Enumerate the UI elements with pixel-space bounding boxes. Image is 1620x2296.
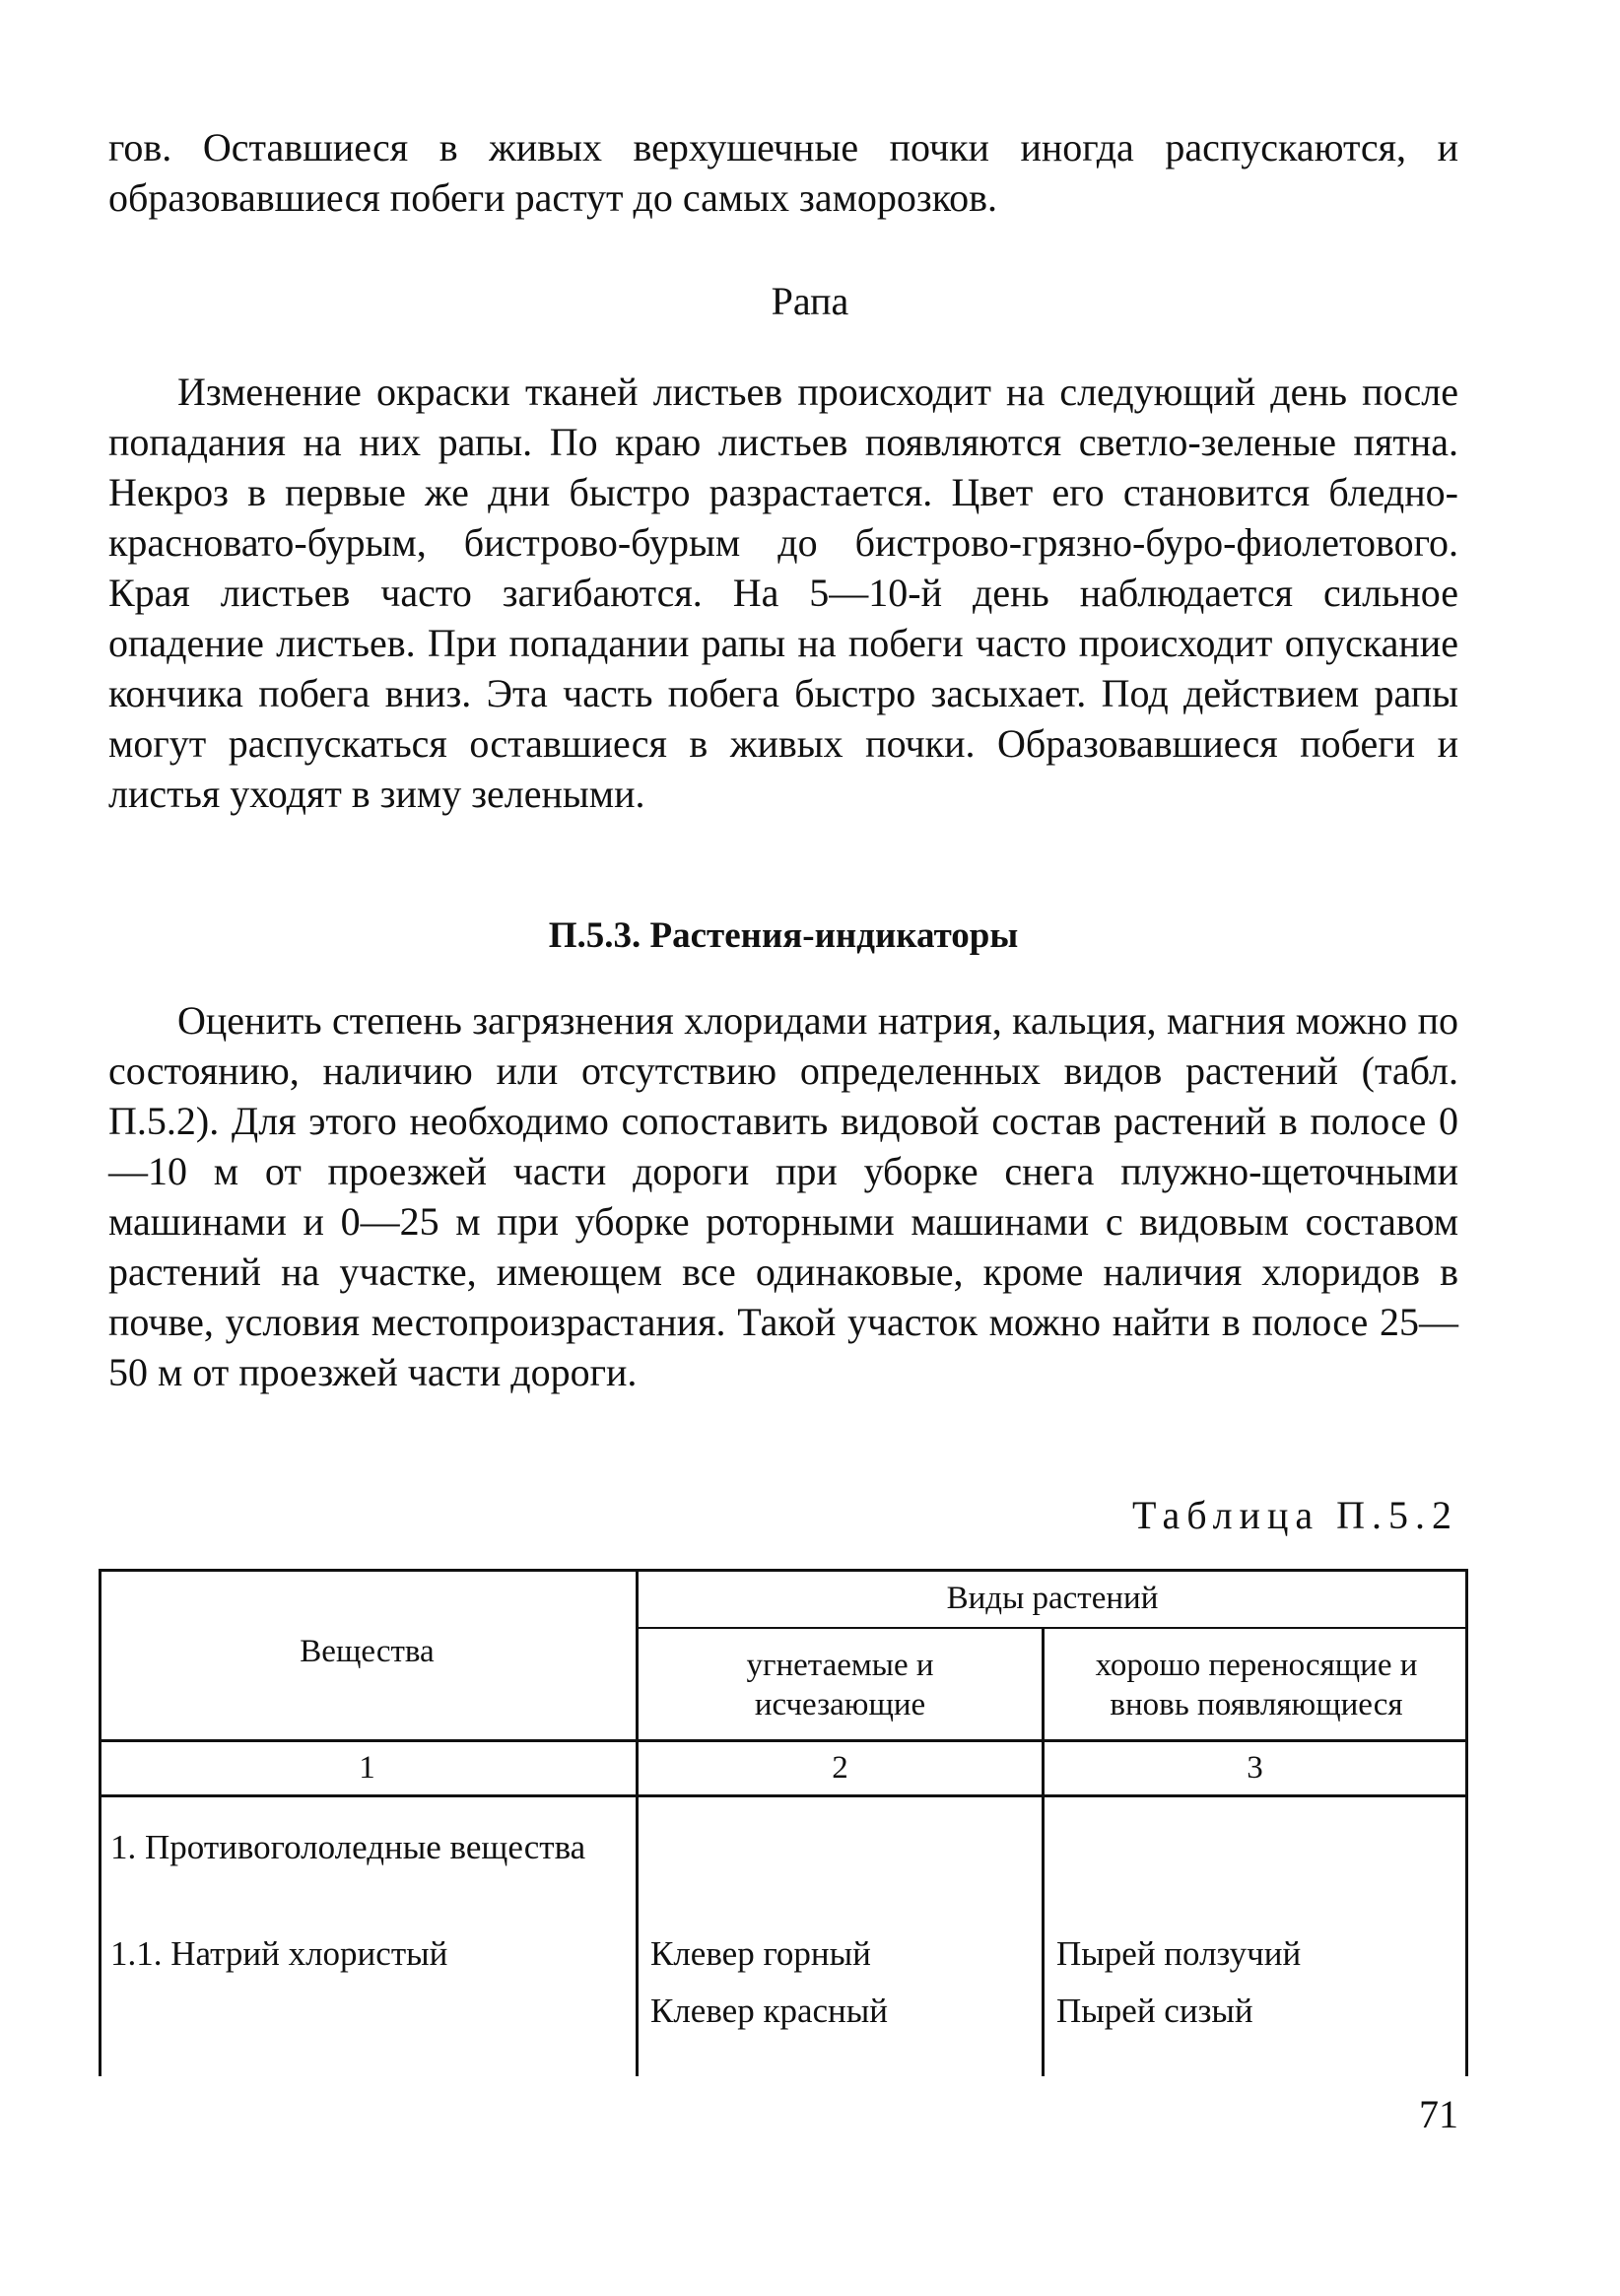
- indicators-text: Оценить степень загрязнения хлоридами натрия, кальция, магния можно по состоянию, наличию или отсутствию определенных видов растений (табл. П.5.2). Для этого необходимо сопоставить видовой состав растений в полосе 0—10 м от проезжей части дороги при уборке снега плужно-щеточными машинами и 0—25 м при уборке роторными машинами с видовым составом растений на участке, имеющем все одинаковые, кроме наличия хлоридов в почве, условия местопроизрастания. Такой участок можно найти в полосе 25—50 м от проезжей части дороги.: [108, 998, 1458, 1394]
- rapa-paragraph: [108, 367, 1458, 819]
- intro-paragraph: [108, 122, 1458, 223]
- table-right-rule: [1465, 1569, 1468, 2076]
- header-tolerant: хорошо переносящие и вновь появляющиеся: [1095, 1648, 1418, 1722]
- suppressed-plant: Клевер горный: [650, 1934, 871, 1973]
- table-col2-rule: [1042, 1627, 1045, 2076]
- table-col1-rule: [636, 1569, 639, 2076]
- rapa-text: Изменение окраски тканей листьев происходит на следующий день после попадания на них рапы. По краю листьев появляются светло-зеленые пятна. Некроз в первые же дни быстро разрастается. Цвет его становится бледно-красновато-бурым, бистрово-бурым до бистрово-грязно-буро-фиолетового. Края листьев часто загибаются. На 5—10-й день наблюдается сильное опадение листьев. При попадании рапы на побеги часто происходит опускание кончика побега вниз. Эта часть побега быстро засыхает. Под действием рапы могут распускаться оставшиеся в живых почки. Образовавшиеся побеги и листья уходят в зиму зелеными.: [108, 370, 1458, 816]
- row-item-label: 1.1. Натрий хлористый: [110, 1934, 448, 1973]
- suppressed-plant: Клевер красный: [650, 1992, 889, 2030]
- page-number: 71: [1419, 2092, 1458, 2136]
- table-header-bottom-rule: [99, 1739, 1468, 1742]
- table-caption: Таблица П.5.2: [1132, 1493, 1458, 1537]
- rapa-heading: Рапа: [771, 279, 849, 323]
- intro-text: гов. Оставшиеся в живых верхушечные почки иногда распускаются, и образовавшиеся побеги растут до самых заморозков.: [108, 125, 1458, 220]
- row-group-label: 1. Противогололедные вещества: [110, 1828, 586, 1866]
- table-group-header-rule: [636, 1627, 1468, 1629]
- table-numbers-bottom-rule: [99, 1794, 1468, 1797]
- tolerant-plant: Пырей сизый: [1056, 1992, 1253, 2030]
- column-number-2: 2: [832, 1750, 848, 1786]
- indicators-paragraph: [108, 995, 1458, 1397]
- section-heading: П.5.3. Растения-индикаторы: [548, 915, 1019, 956]
- plants-table: [99, 1569, 1468, 2076]
- tolerant-plant: Пырей ползучий: [1056, 1934, 1302, 1973]
- header-plant-types: Виды растений: [946, 1581, 1159, 1616]
- header-suppressed: угнетаемые и исчезающие: [746, 1648, 934, 1722]
- column-number-1: 1: [359, 1750, 375, 1786]
- column-number-3: 3: [1247, 1750, 1263, 1786]
- header-substances: Вещества: [300, 1634, 435, 1669]
- table-top-rule: [99, 1569, 1468, 1572]
